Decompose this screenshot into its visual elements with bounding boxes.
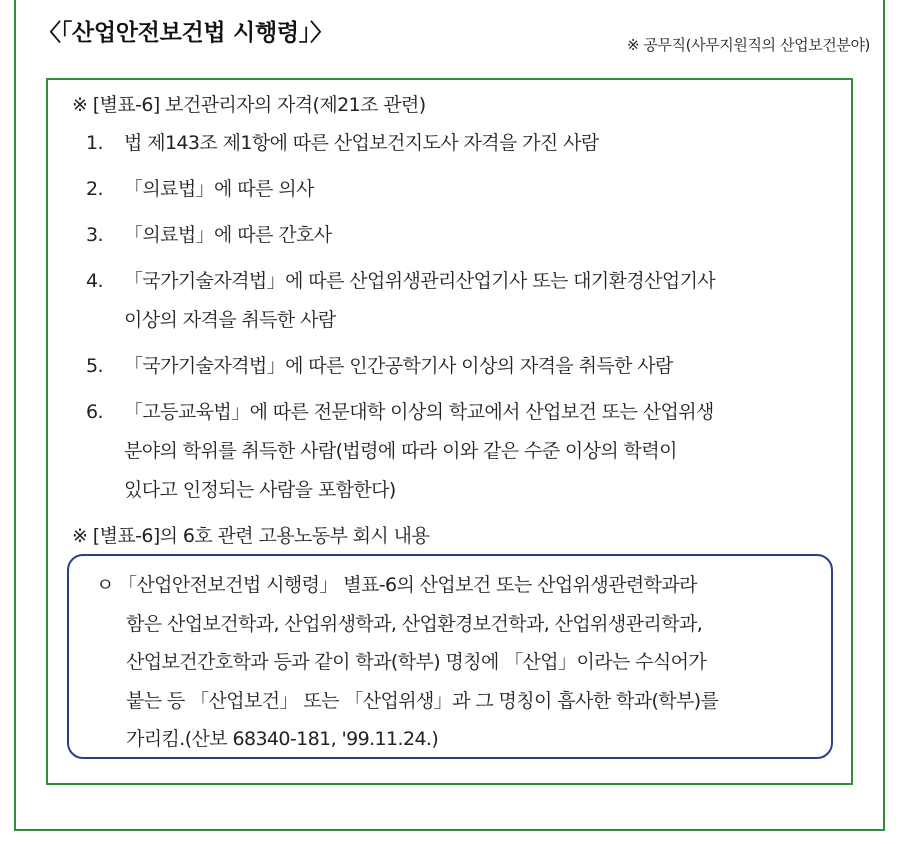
item-number: 4. xyxy=(86,270,103,292)
guidance-content xyxy=(96,566,836,759)
section1-heading: ※ [별표-6] 보건관리자의 자격(제21조 관련) xyxy=(72,94,426,116)
item-text: 「국가기술자격법」에 따른 인간공학기사 이상의 자격을 취득한 사람 xyxy=(124,355,673,377)
item-number: 5. xyxy=(86,355,103,377)
item-number: 2. xyxy=(86,178,103,200)
list-item xyxy=(72,347,842,386)
section2-heading: ※ [별표-6]의 6호 관련 고용노동부 회시 내용 xyxy=(72,525,430,547)
item-number: 1. xyxy=(86,132,103,154)
list-item xyxy=(72,216,842,255)
item-text: 「국가기술자격법」에 따른 산업위생관리산업기사 또는 대기환경산업기사 이상의 자격을 취득한 사람 xyxy=(124,270,716,331)
item-number: 6. xyxy=(86,401,103,423)
guidance-first-line: 「산업안전보건법 시행령」 별표-6의 산업보건 또는 산업위생관련학과라 xyxy=(118,574,697,596)
item-text: 법 제143조 제1항에 따른 산업보건지도사 자격을 가진 사람 xyxy=(124,132,599,154)
item-text: 「의료법」에 따른 의사 xyxy=(124,178,314,200)
item-text: 「의료법」에 따른 간호사 xyxy=(124,224,332,246)
list-item xyxy=(72,124,842,163)
qualification-list xyxy=(72,124,842,510)
list-item xyxy=(72,393,842,510)
header-note: ※ 공무직(사무지원직의 산업보건분야) xyxy=(626,36,870,54)
list-item xyxy=(72,262,842,340)
page-title: 〈「산업안전보건법 시행령」〉 xyxy=(38,20,333,46)
item-number: 3. xyxy=(86,224,103,246)
content-area xyxy=(72,86,842,555)
list-item xyxy=(72,170,842,209)
bullet-icon: ㅇ xyxy=(96,574,114,596)
item-text: 「고등교육법」에 따른 전문대학 이상의 학교에서 산업보건 또는 산업위생 분야의 학위를 취득한 사람(법령에 따라 이와 같은 수준 이상의 학력이 있다고 인정되는 사람을 포함한다) xyxy=(124,401,714,501)
guidance-rest-lines: 함은 산업보건학과, 산업위생학과, 산업환경보건학과, 산업위생관리학과, 산업보건간호학과 등과 같이 학과(학부) 명칭에 「산업」이라는 수식어가 붙는 등 「산업보건」 또는 「산업위생」과 그 명칭이 흡사한 학과(학부)를 가리킴.(산보 68340-181, '99.11.24.) xyxy=(126,612,719,750)
